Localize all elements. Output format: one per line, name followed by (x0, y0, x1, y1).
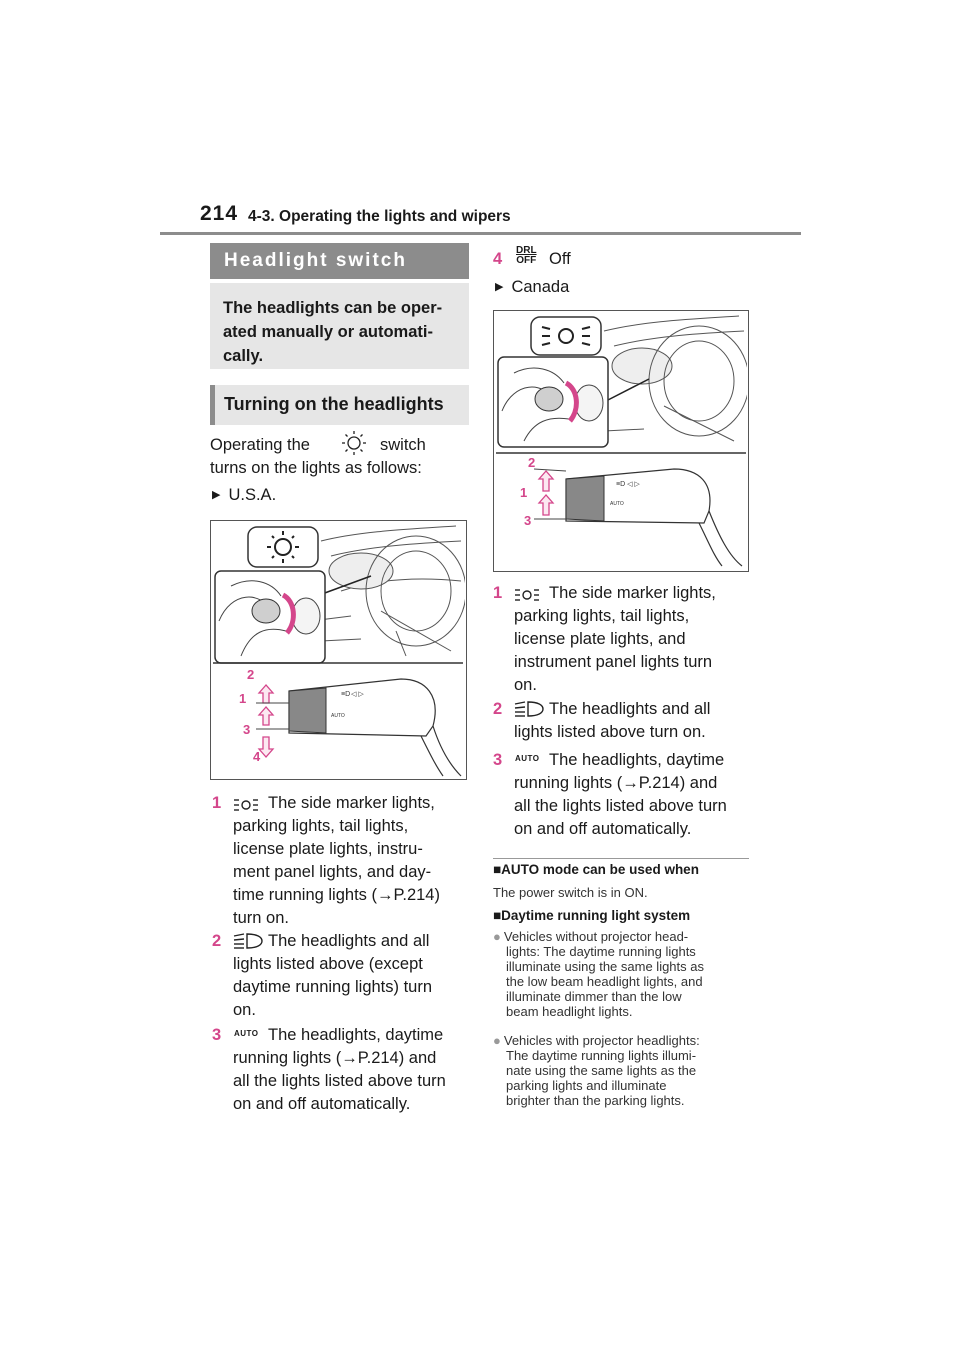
drl-bullet-1-line: beam headlight lights. (506, 1004, 633, 1019)
canada-item-3-line: The headlights, daytime (549, 751, 725, 769)
usa-item-1-line: ment panel lights, and day- (233, 863, 432, 881)
canada-item-2-line: lights listed above turn on. (514, 723, 706, 741)
canada-lever-auto: AUTO (610, 501, 624, 507)
operating-text-b: switch (380, 436, 426, 454)
canada-item-3-text (549, 749, 749, 772)
usa-item-2-line: daytime running lights) turn (233, 978, 433, 996)
canada-item-2-line: The headlights and all (549, 700, 711, 718)
drl-bullet-2-line: nate using the same lights as the (506, 1063, 697, 1078)
drl-bullet-2-line: parking lights and illuminate (506, 1078, 667, 1093)
section-title: 4-3. Operating the lights and wipers (248, 208, 511, 225)
usa-item-1-cont (233, 815, 473, 930)
side-marker-icon (514, 587, 540, 603)
usa-label-4: 4 (253, 749, 261, 764)
usa-item-1-line: parking lights, tail lights, (233, 817, 409, 835)
canada-item-3-line: on and off automatically. (514, 820, 692, 838)
usa-label-2: 2 (247, 667, 255, 682)
turning-on-heading: Turning on the headlights (210, 385, 469, 425)
operating-text-a: Operating the (210, 436, 310, 454)
intro-line: ated manually or automati- (223, 323, 433, 341)
canada-item-1-line: parking lights, tail lights, (514, 607, 690, 625)
svg-text:◁ ▷: ◁ ▷ (351, 691, 364, 698)
region-canada (495, 276, 569, 301)
canada-item-1-line: instrument panel lights turn (514, 653, 713, 671)
canada-item-1-cont (514, 605, 754, 697)
svg-text:≡D ◁ ▷: ≡D ◁ ▷ (616, 481, 640, 488)
usa-item-1-line: license plate lights, instru- (233, 840, 423, 858)
usa-item-1-number: 1 (212, 794, 222, 812)
usa-item-2-line: The headlights and all (268, 932, 430, 950)
bullet-dot-icon: ● (493, 1033, 501, 1048)
canada-item-2-number: 2 (493, 700, 503, 718)
region-canada-label: Canada (511, 278, 570, 296)
usa-item-1-line: turn on. (233, 909, 289, 927)
header-rule (160, 232, 801, 235)
canada-label-1: 1 (520, 485, 528, 500)
svg-text:≡D: ≡D (341, 691, 351, 698)
drl-bullet-1-line: Vehicles without projector head- (503, 929, 689, 944)
drl-bullet-2-line: The daytime running lights illumi- (506, 1048, 697, 1063)
intro-box (210, 283, 469, 369)
auto-mode-heading: ■AUTO mode can be used when (493, 862, 699, 877)
canada-label-3: 3 (524, 513, 532, 528)
auto-icon: AUTO (234, 1029, 259, 1038)
usa-item-1-line: time running lights (→P.214) (233, 886, 440, 904)
auto-icon: AUTO (515, 754, 540, 763)
canada-illustration (494, 311, 747, 570)
usa-switch-figure (210, 520, 467, 780)
drl-off-icon (516, 246, 537, 266)
auto-mode-text: The power switch is in ON. (493, 885, 648, 900)
usa-item-2-number: 2 (212, 932, 222, 950)
drl-bullet-1-line: illuminate dimmer than the low (506, 989, 682, 1004)
region-usa (212, 484, 276, 509)
canada-item-2-cont (514, 721, 754, 744)
operating-text-line2: turns on the lights as follows: (210, 459, 422, 477)
canada-item-1-number: 1 (493, 584, 503, 602)
canada-item-1-line: The side marker lights, (549, 584, 716, 602)
drl-bullet-1 (493, 929, 753, 1019)
usa-item-3-number: 3 (212, 1026, 222, 1044)
drl-bullet-2 (493, 1033, 753, 1108)
drl-bullet-1-line: lights: The daytime running lights (506, 944, 696, 959)
usa-item-3-line: running lights (→P.214) and (233, 1049, 437, 1067)
usa-item-2-line: on. (233, 1001, 256, 1019)
canada-item-3-line: running lights (→P.214) and (514, 774, 718, 792)
drl-bullet-2-line: brighter than the parking lights. (506, 1093, 685, 1108)
canada-item-1-text (549, 582, 749, 605)
usa-item-4-number: 4 (493, 250, 503, 268)
usa-label-3: 3 (243, 722, 251, 737)
canada-item-3-line: all the lights listed above turn (514, 797, 727, 815)
side-marker-icon (233, 797, 259, 813)
canada-item-2-text (549, 698, 749, 721)
usa-item-3-line: on and off automatically. (233, 1095, 411, 1113)
canada-item-1-line: license plate lights, and (514, 630, 686, 648)
intro-line: cally. (223, 347, 264, 365)
usa-item-3-text (268, 1024, 468, 1047)
page-number: 214 (200, 202, 239, 225)
region-usa-label: U.S.A. (228, 486, 277, 504)
canada-switch-figure (493, 310, 749, 572)
light-switch-icon (338, 430, 370, 456)
canada-item-3-number: 3 (493, 751, 503, 769)
usa-item-1-line: The side marker lights, (268, 794, 435, 812)
usa-item-3-line: all the lights listed above turn (233, 1072, 446, 1090)
usa-item-2-cont (233, 953, 473, 1022)
headlight-switch-title: Headlight switch (210, 243, 469, 279)
usa-item-1-text (268, 792, 468, 815)
usa-illustration (211, 521, 465, 778)
headlight-icon (514, 700, 544, 718)
usa-item-3-line: The headlights, daytime (268, 1026, 444, 1044)
usa-label-1: 1 (239, 691, 247, 706)
drl-label: DRL (516, 245, 537, 256)
usa-lever-auto: AUTO (331, 713, 345, 719)
usa-item-4-text: Off (549, 250, 571, 268)
operating-text (210, 434, 470, 480)
drl-bullet-1-line: the low beam headlight lights, and (506, 974, 703, 989)
canada-item-3-cont (514, 772, 754, 841)
headlight-icon (233, 932, 263, 950)
usa-item-3-cont (233, 1047, 473, 1116)
off-label: OFF (516, 255, 537, 266)
drl-bullet-2-line: Vehicles with projector headlights: (503, 1033, 700, 1048)
usa-item-2-text (268, 930, 468, 953)
drl-bullet-1-line: illuminate using the same lights as (506, 959, 704, 974)
canada-label-2: 2 (528, 455, 536, 470)
canada-item-1-line: on. (514, 676, 537, 694)
bullet-dot-icon: ● (493, 929, 501, 944)
usa-item-2-line: lights listed above (except (233, 955, 423, 973)
notes-divider (493, 858, 749, 859)
intro-line: The headlights can be oper- (223, 299, 443, 317)
drl-heading: ■Daytime running light system (493, 908, 691, 923)
